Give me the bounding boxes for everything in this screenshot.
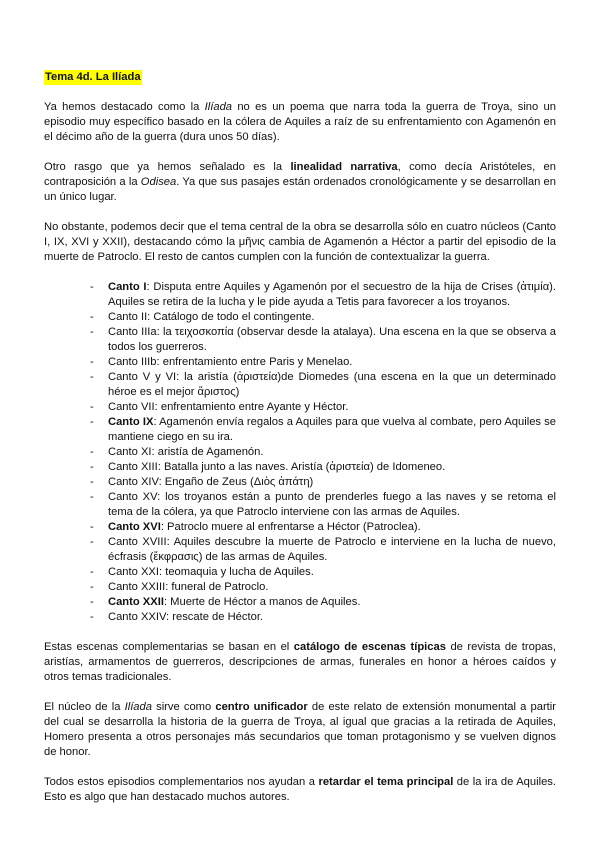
list-item [44, 490, 556, 520]
bullet-dash: - [90, 476, 94, 488]
bullet-dash: - [90, 521, 94, 533]
paragraph-nucleo [44, 700, 556, 760]
list-item-text: : Patroclo muere al enfrentarse a Héctor (Patroclea). [160, 521, 421, 533]
list-item [44, 520, 556, 535]
list-item [44, 610, 556, 625]
bullet-dash: - [90, 416, 94, 428]
list-item [44, 565, 556, 580]
list-item-text: Canto IIIa: la τειχοσκοπία (observar desde la atalaya). Una escena en la que se observa a todos los guerreros. [108, 326, 556, 353]
list-item-text: Canto V y VI: la aristía (ἀριστεία)de Diomedes (una escena en la que un determinado héroe es el mejor ἄριστος) [108, 371, 556, 398]
text-run: sirve como [151, 701, 216, 713]
bullet-dash: - [90, 401, 94, 413]
bullet-dash: - [90, 371, 94, 383]
list-item-text: Canto XXI: teomaquia y lucha de Aquiles. [108, 566, 314, 578]
text-run: Ya hemos destacado como la [44, 101, 205, 113]
list-item-text: Canto XI: aristía de Agamenón. [108, 446, 264, 458]
paragraph-linealidad [44, 160, 556, 205]
list-item [44, 595, 556, 610]
text-run: Estas escenas complementarias se basan en el [44, 641, 294, 653]
italic-text: Ilíada [124, 701, 152, 713]
bullet-dash: - [90, 566, 94, 578]
paragraph-nucleos: No obstante, podemos decir que el tema central de la obra se desarrolla sólo en cuatro núcleos (Canto I, IX, XVI y XXII), destacando cómo la μῆνις cambia de Agamenón a Héctor a partir del episodio de la muerte de Patroclo. El resto de cantos cumplen con la función de contextualizar la guerra. [44, 221, 556, 263]
document-title: Tema 4d. La Ilíada [45, 71, 141, 83]
list-item-text: Canto XIV: Engaño de Zeus (Διὸς ἀπάτη) [108, 476, 314, 488]
text-run: de este relato de extensión monumental a partir del cual se desarrolla la historia de la guerra de Troya, al igual que gracias a la retirada de Aquiles, Homero presenta a otros personajes más secundarios que toman protagonismo y se vuelven dignos de honor. [44, 701, 556, 758]
bullet-dash: - [90, 596, 94, 608]
text-run: . Ya que sus pasajes están ordenados cronológicamente y se desarrollan en un único lugar. [44, 176, 556, 203]
list-item-text: Canto IIIb: enfrentamiento entre Paris y Menelao. [108, 356, 353, 368]
text-run: , como decía Aristóteles, en contraposición a la [44, 161, 556, 188]
list-item-text: Canto XXIV: rescate de Héctor. [108, 611, 264, 623]
list-item-text: Canto XXIII: funeral de Patroclo. [108, 581, 269, 593]
list-item [44, 325, 556, 355]
list-item [44, 310, 556, 325]
text-run: de revista de tropas, aristías, armamentos de guerreros, descripciones de armas, funerales en honor a héroes caídos y otros temas tradicionales. [44, 641, 556, 683]
list-item [44, 460, 556, 475]
bullet-dash: - [90, 536, 94, 548]
list-item-text: : Muerte de Héctor a manos de Aquiles. [163, 596, 361, 608]
list-item [44, 475, 556, 490]
text-run: Otro rasgo que ya hemos señalado es la [44, 161, 291, 173]
list-item [44, 580, 556, 595]
list-item [44, 445, 556, 460]
bold-text: linealidad narrativa [290, 161, 398, 173]
bullet-dash: - [90, 581, 94, 593]
list-item [44, 370, 556, 400]
list-item [44, 400, 556, 415]
list-item-text: Canto XV: los troyanos están a punto de prenderles fuego a las naves y se retoma el tema de la cólera, ya que Patroclo interviene con las armas de Aquiles. [108, 491, 556, 518]
list-item-text: Canto XIII: Batalla junto a las naves. Aristía (ἀριστεία) de Idomeneo. [108, 461, 446, 473]
bold-text: retardar el tema principal [318, 776, 454, 788]
list-item [44, 355, 556, 370]
paragraph-intro [44, 100, 556, 145]
bullet-dash: - [90, 491, 94, 503]
bullet-dash: - [90, 326, 94, 338]
bullet-dash: - [90, 281, 94, 293]
list-item-text: : Disputa entre Aquiles y Agamenón por el secuestro de la hija de Crises (ἀτιμία). Aquiles se retira de la lucha y le pide ayuda a Tetis para favorecer a los troyanos. [108, 281, 556, 308]
text-run: Todos estos episodios complementarios nos ayudan a [44, 776, 319, 788]
bullet-dash: - [90, 356, 94, 368]
list-item-text: Canto VII: enfrentamiento entre Ayante y Héctor. [108, 401, 349, 413]
text-run: El núcleo de la [44, 701, 125, 713]
list-item [44, 280, 556, 310]
bullet-dash: - [90, 461, 94, 473]
italic-text: Ilíada [204, 101, 233, 113]
bold-text: Canto XXII [108, 596, 164, 608]
bullet-dash: - [90, 446, 94, 458]
paragraph-escenas [44, 640, 556, 685]
list-item [44, 415, 556, 445]
bold-text: centro unificador [215, 701, 308, 713]
bold-text: Canto XVI [108, 521, 161, 533]
list-item-text: Canto II: Catálogo de todo el contingente. [108, 311, 315, 323]
bullet-dash: - [90, 311, 94, 323]
paragraph-episodios [44, 775, 556, 805]
bold-text: catálogo de escenas típicas [293, 641, 446, 653]
text-run: no es un poema que narra toda la guerra de Troya, sino un episodio muy específico basado en la cólera de Aquiles a raíz de su enfrentamiento con Agamenón en el décimo año de la guerra (dura unos 50 días). [44, 101, 557, 143]
cantos-list [44, 280, 556, 625]
text-run: de la ira de Aquiles. Esto es algo que han destacado muchos autores. [44, 776, 556, 803]
italic-text: Odisea [140, 176, 177, 188]
list-item-text: Canto XVIII: Aquiles descubre la muerte de Patroclo e interviene en la lucha de nuevo, écfrasis (ἔκφρασις) de las armas de Aquiles. [108, 536, 556, 563]
list-item-text: : Agamenón envía regalos a Aquiles para que vuelva al combate, pero Aquiles se mantiene ciego en su ira. [108, 416, 556, 443]
bold-text: Canto I [108, 281, 147, 293]
list-item [44, 535, 556, 565]
bold-text: Canto IX [108, 416, 154, 428]
bullet-dash: - [90, 611, 94, 623]
